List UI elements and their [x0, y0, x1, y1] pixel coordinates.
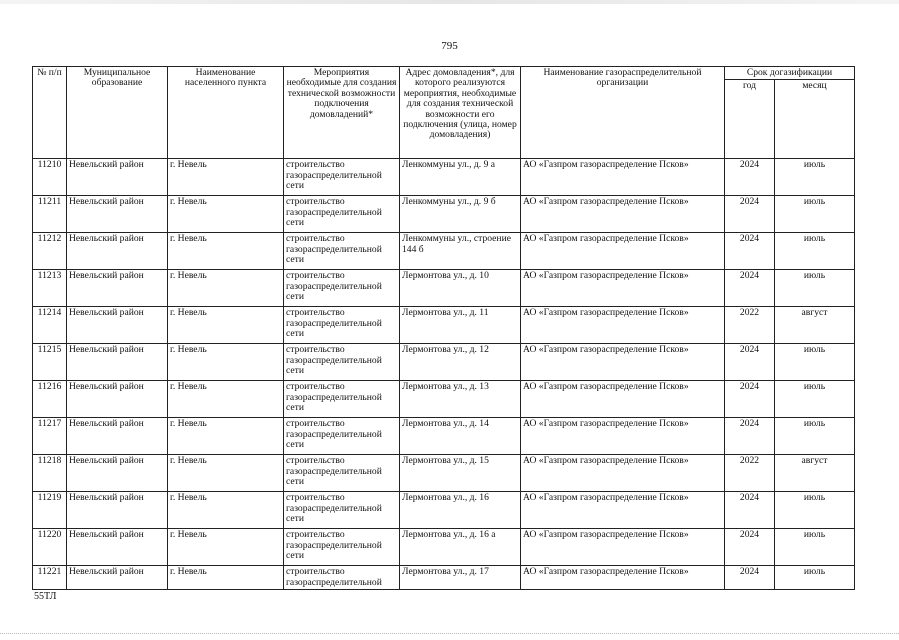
- cell-num: 11215: [33, 344, 67, 381]
- cell-address: Ленкоммуны ул., д. 9 а: [400, 159, 521, 196]
- cell-year: 2022: [725, 455, 775, 492]
- scan-edge-top: [0, 0, 899, 4]
- cell-year: 2022: [725, 307, 775, 344]
- table-row: [33, 381, 855, 418]
- cell-municipality: Невельский район: [67, 492, 168, 529]
- table-row: [33, 196, 855, 233]
- cell-measure: строительство газораспределительной сети: [284, 344, 400, 381]
- footer-code: 55ТЛ: [34, 591, 57, 602]
- cell-settlement: г. Невель: [168, 529, 284, 566]
- cell-measure: строительство газораспределительной сети: [284, 381, 400, 418]
- cell-year: 2024: [725, 529, 775, 566]
- cell-num: 11214: [33, 307, 67, 344]
- header-municipality: Муниципальное образование: [67, 67, 168, 159]
- cell-settlement: г. Невель: [168, 233, 284, 270]
- cell-address: Лермонтова ул., д. 16 а: [400, 529, 521, 566]
- cell-organization: АО «Газпром газораспределение Псков»: [521, 455, 725, 492]
- header-year: год: [725, 80, 775, 159]
- cell-num: 11219: [33, 492, 67, 529]
- table-row: [33, 159, 855, 196]
- cell-month: июль: [775, 344, 855, 381]
- cell-municipality: Невельский район: [67, 233, 168, 270]
- cell-organization: АО «Газпром газораспределение Псков»: [521, 492, 725, 529]
- cell-address: Лермонтова ул., д. 14: [400, 418, 521, 455]
- table-row: [33, 307, 855, 344]
- cell-municipality: Невельский район: [67, 159, 168, 196]
- cell-settlement: г. Невель: [168, 159, 284, 196]
- header-num: № п/п: [33, 67, 67, 159]
- cell-municipality: Невельский район: [67, 196, 168, 233]
- header-deadline: Срок догазификации: [725, 67, 855, 80]
- cell-num: 11220: [33, 529, 67, 566]
- cell-month: июль: [775, 492, 855, 529]
- header-organization: Наименование газораспределительной организации: [521, 67, 725, 159]
- header-address: Адрес домовладения*, для которого реализуются мероприятия, необходимые для создания технической возможности его подключения (улица, номер домовладения): [400, 67, 521, 159]
- cell-num: 11211: [33, 196, 67, 233]
- cell-month: август: [775, 307, 855, 344]
- cell-num: 11218: [33, 455, 67, 492]
- cell-num: 11221: [33, 566, 67, 590]
- cell-address: Ленкоммуны ул., строение 144 б: [400, 233, 521, 270]
- cell-settlement: г. Невель: [168, 566, 284, 590]
- table-header: [33, 67, 855, 159]
- table-row: [33, 492, 855, 529]
- cell-month: август: [775, 455, 855, 492]
- cell-organization: АО «Газпром газораспределение Псков»: [521, 159, 725, 196]
- cell-municipality: Невельский район: [67, 418, 168, 455]
- cell-measure: строительство газораспределительной сети: [284, 492, 400, 529]
- header-measures: Мероприятия необходимые для создания технической возможности подключения домовладений*: [284, 67, 400, 159]
- cell-month: июль: [775, 233, 855, 270]
- cell-measure: строительство газораспределительной сети: [284, 233, 400, 270]
- header-settlement: Наименование населенного пункта: [168, 67, 284, 159]
- cell-settlement: г. Невель: [168, 307, 284, 344]
- cell-address: Лермонтова ул., д. 12: [400, 344, 521, 381]
- cell-measure: строительство газораспределительной сети: [284, 196, 400, 233]
- cell-settlement: г. Невель: [168, 270, 284, 307]
- cell-organization: АО «Газпром газораспределение Псков»: [521, 307, 725, 344]
- cell-address: Лермонтова ул., д. 13: [400, 381, 521, 418]
- cell-measure: строительство газораспределительной сети: [284, 307, 400, 344]
- cell-settlement: г. Невель: [168, 455, 284, 492]
- cell-organization: АО «Газпром газораспределение Псков»: [521, 344, 725, 381]
- cell-address: Лермонтова ул., д. 16: [400, 492, 521, 529]
- table-row: [33, 455, 855, 492]
- cell-year: 2024: [725, 418, 775, 455]
- cell-num: 11213: [33, 270, 67, 307]
- cell-month: июль: [775, 529, 855, 566]
- cell-settlement: г. Невель: [168, 381, 284, 418]
- cell-address: Ленкоммуны ул., д. 9 б: [400, 196, 521, 233]
- cell-municipality: Невельский район: [67, 270, 168, 307]
- cell-measure: строительство газораспределительной сети: [284, 270, 400, 307]
- scan-edge-bottom: [0, 633, 899, 637]
- cell-num: 11216: [33, 381, 67, 418]
- cell-organization: АО «Газпром газораспределение Псков»: [521, 233, 725, 270]
- cell-organization: АО «Газпром газораспределение Псков»: [521, 566, 725, 590]
- gasification-table: [32, 66, 855, 590]
- cell-year: 2024: [725, 196, 775, 233]
- header-month: месяц: [775, 80, 855, 159]
- cell-address: Лермонтова ул., д. 10: [400, 270, 521, 307]
- cell-settlement: г. Невель: [168, 492, 284, 529]
- cell-num: 11217: [33, 418, 67, 455]
- cell-organization: АО «Газпром газораспределение Псков»: [521, 381, 725, 418]
- cell-year: 2024: [725, 566, 775, 590]
- cell-month: июль: [775, 159, 855, 196]
- cell-municipality: Невельский район: [67, 529, 168, 566]
- cell-month: июль: [775, 381, 855, 418]
- cell-measure: строительство газораспределительной сети: [284, 455, 400, 492]
- cell-settlement: г. Невель: [168, 344, 284, 381]
- cell-settlement: г. Невель: [168, 418, 284, 455]
- table-row: [33, 344, 855, 381]
- table-row: [33, 418, 855, 455]
- cell-address: Лермонтова ул., д. 17: [400, 566, 521, 590]
- cell-measure: строительство газораспределительной сети: [284, 529, 400, 566]
- table-row: [33, 270, 855, 307]
- cell-municipality: Невельский район: [67, 307, 168, 344]
- table-row: [33, 529, 855, 566]
- table-row: [33, 233, 855, 270]
- cell-year: 2024: [725, 344, 775, 381]
- cell-month: июль: [775, 196, 855, 233]
- cell-measure: строительство газораспределительной сети: [284, 159, 400, 196]
- cell-month: июль: [775, 566, 855, 590]
- cell-municipality: Невельский район: [67, 381, 168, 418]
- cell-settlement: г. Невель: [168, 196, 284, 233]
- cell-year: 2024: [725, 381, 775, 418]
- cell-month: июль: [775, 270, 855, 307]
- cell-year: 2024: [725, 270, 775, 307]
- cell-num: 11212: [33, 233, 67, 270]
- cell-month: июль: [775, 418, 855, 455]
- table-row: [33, 566, 855, 590]
- cell-num: 11210: [33, 159, 67, 196]
- cell-address: Лермонтова ул., д. 15: [400, 455, 521, 492]
- cell-address: Лермонтова ул., д. 11: [400, 307, 521, 344]
- page-number: 795: [441, 40, 458, 52]
- cell-municipality: Невельский район: [67, 344, 168, 381]
- cell-year: 2024: [725, 233, 775, 270]
- cell-year: 2024: [725, 159, 775, 196]
- cell-measure: строительство газораспределительной сети: [284, 418, 400, 455]
- cell-organization: АО «Газпром газораспределение Псков»: [521, 418, 725, 455]
- cell-municipality: Невельский район: [67, 566, 168, 590]
- header-row-1: [33, 67, 855, 80]
- cell-organization: АО «Газпром газораспределение Псков»: [521, 270, 725, 307]
- table-body: [33, 159, 855, 590]
- cell-municipality: Невельский район: [67, 455, 168, 492]
- cell-year: 2024: [725, 492, 775, 529]
- cell-organization: АО «Газпром газораспределение Псков»: [521, 196, 725, 233]
- cell-measure: строительство газораспределительной: [284, 566, 400, 590]
- cell-organization: АО «Газпром газораспределение Псков»: [521, 529, 725, 566]
